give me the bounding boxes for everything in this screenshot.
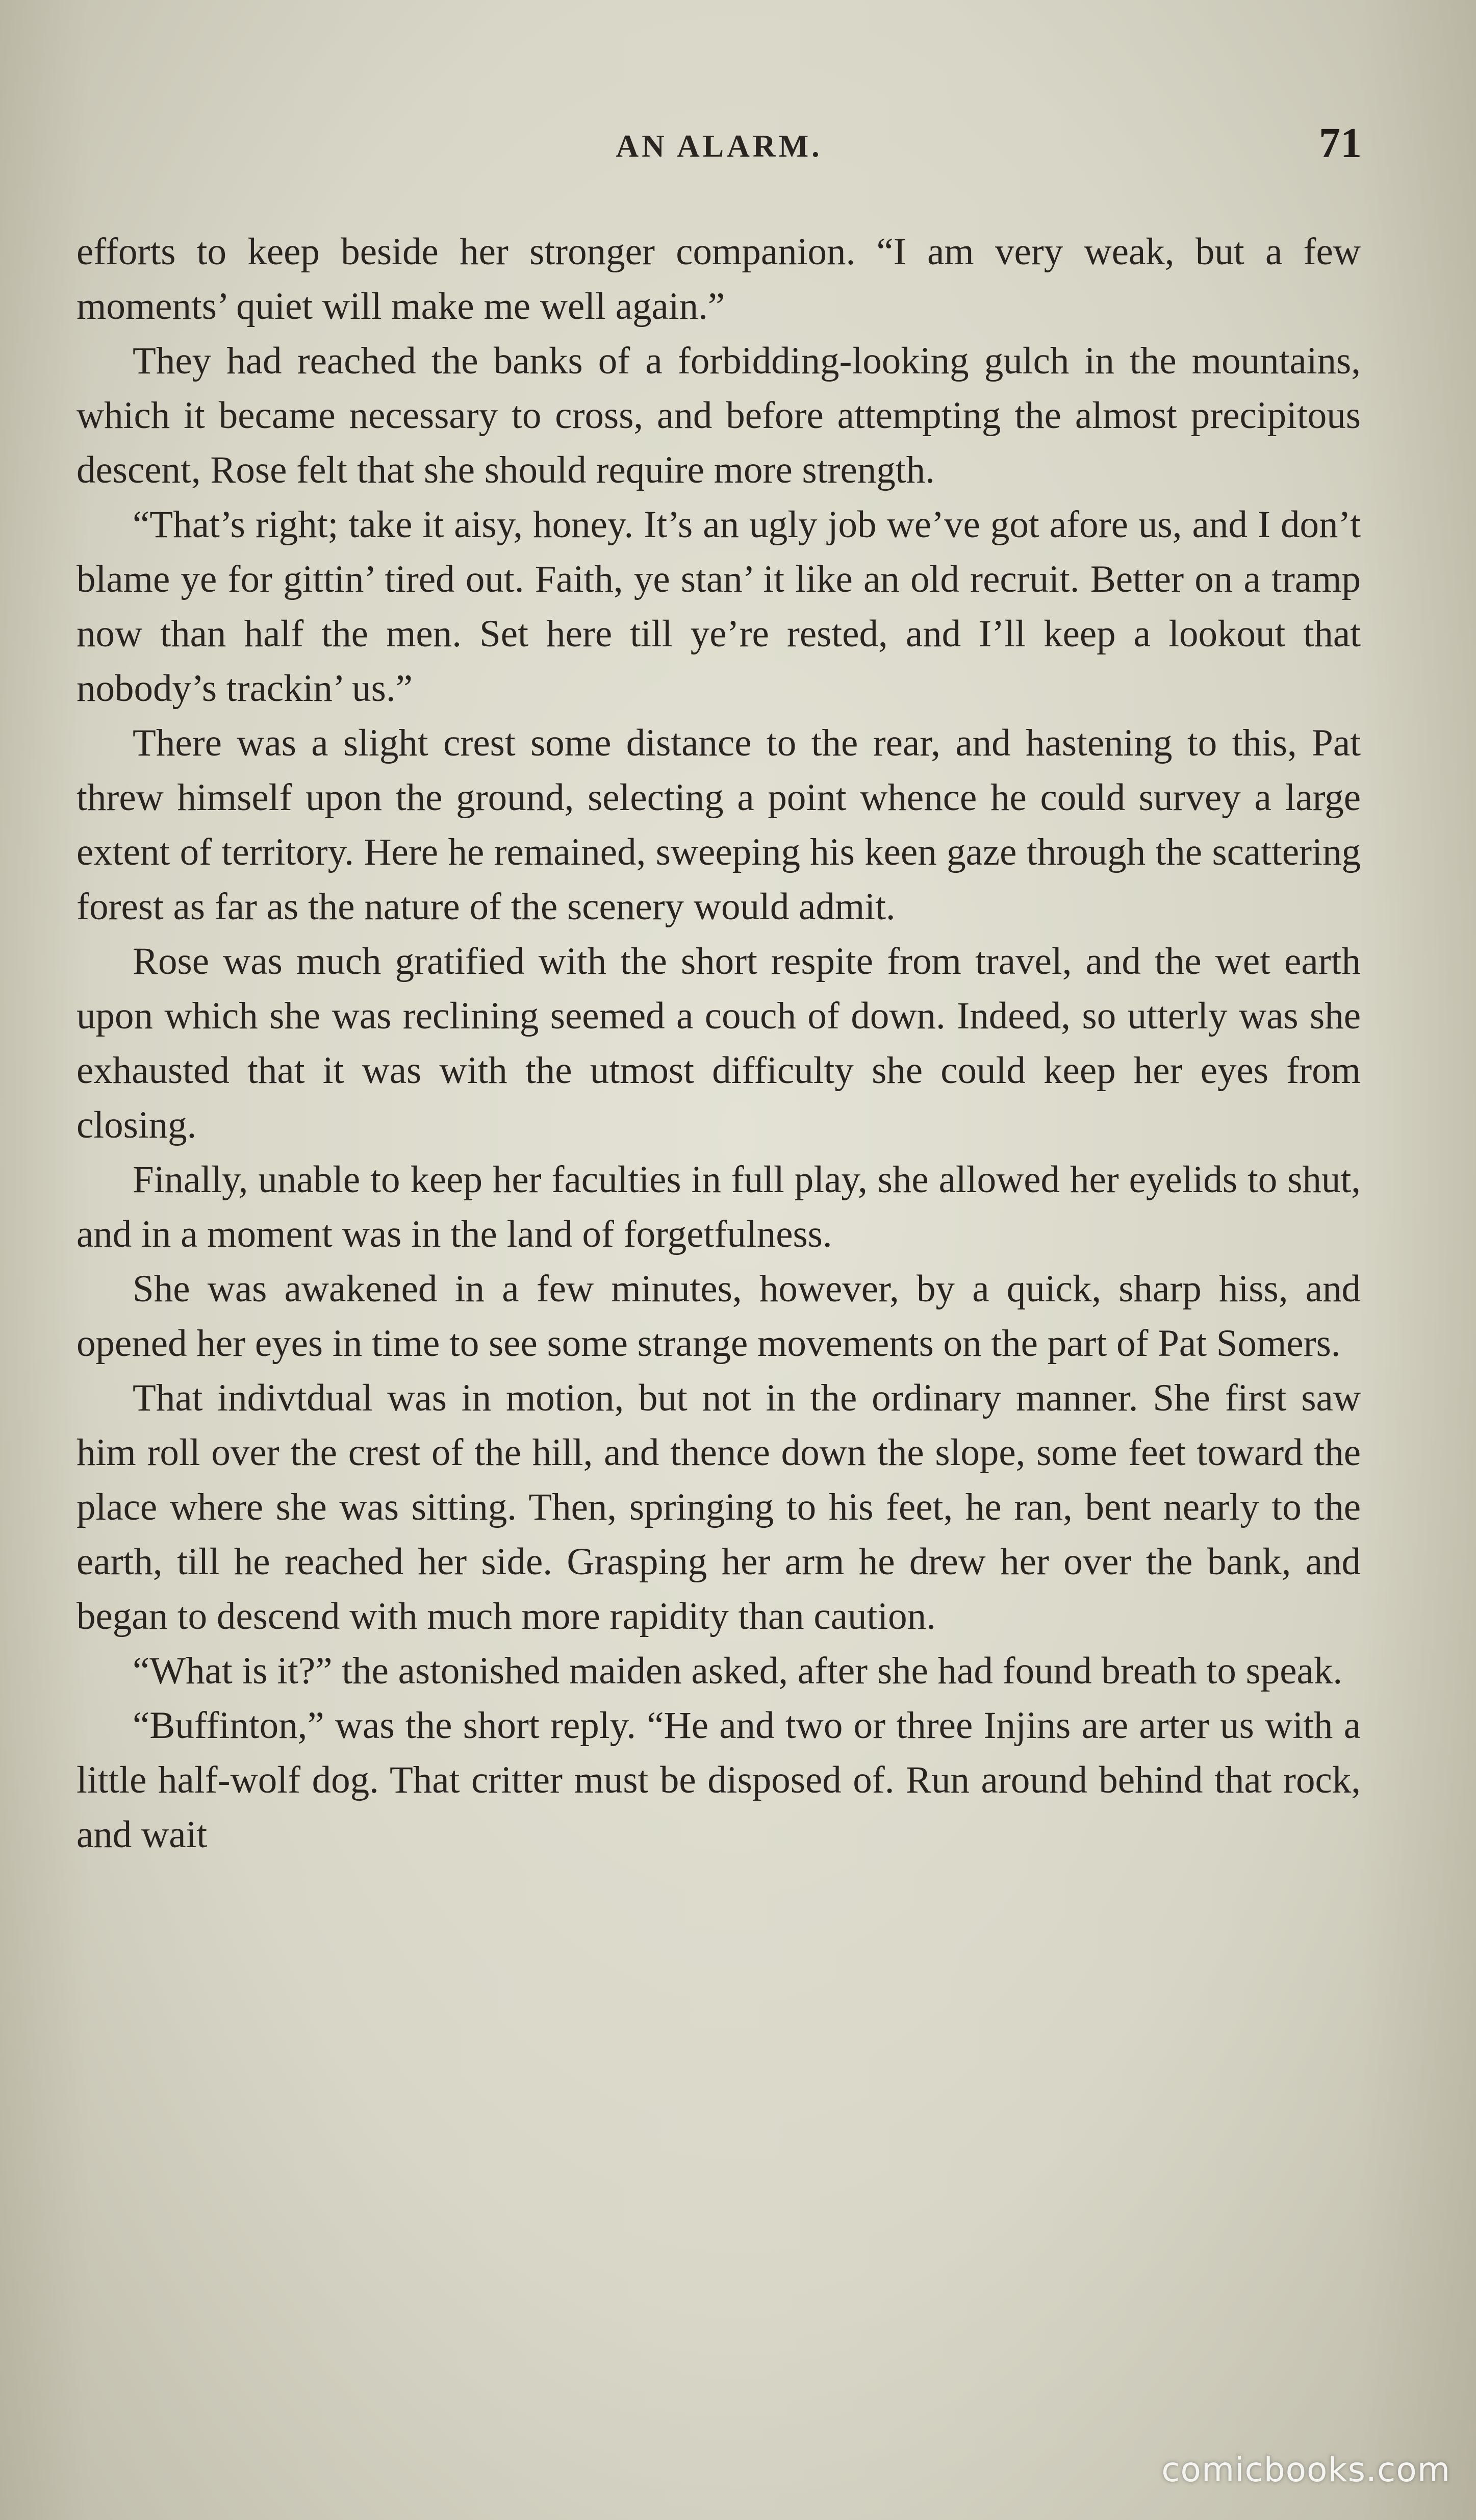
- paragraph-1: efforts to keep beside her stronger companion. “I am very weak, but a few moments’ quiet will make me well again.”: [77, 231, 1361, 327]
- running-head: AN ALARM.: [616, 129, 823, 164]
- page-number: 71: [1319, 119, 1362, 167]
- paragraph-5: Rose was much gratified with the short respite from travel, and the wet earth upon which she was reclining seemed a couch of down. Indeed, so utterly was she exhausted that it was with the utmost difficulty she could keep her eyes from closing.: [77, 940, 1361, 1146]
- paragraph-4: There was a slight crest some distance to the rear, and hastening to this, Pat threw himself upon the ground, selecting a point whence he could survey a large extent of territory. Here he remained, sweeping his keen gaze through the scattering forest as far as the nature of the scenery would admit.: [77, 722, 1361, 928]
- page-header: [77, 118, 1362, 180]
- paragraph-7: She was awakened in a few minutes, however, by a quick, sharp hiss, and opened her eyes in time to see some strange movements on the part of Pat Somers.: [77, 1268, 1361, 1365]
- body-text: [77, 224, 1361, 1862]
- paragraph-3: “That’s right; take it aisy, honey. It’s an ugly job we’ve got afore us, and I don’t blame ye for gittin’ tired out. Faith, ye stan’ it like an old recruit. Better on a tramp now than half the men. Set here till ye’re rested, and I’ll keep a lookout that nobody’s trackin’ us.”: [77, 503, 1361, 710]
- watermark: comicbooks.com: [1161, 2450, 1450, 2489]
- paragraph-10: “Buffinton,” was the short reply. “He and two or three Injins are arter us with a little half-wolf dog. That critter must be disposed of. Run around behind that rock, and wait: [77, 1704, 1361, 1856]
- paragraph-6: Finally, unable to keep her faculties in full play, she allowed her eyelids to shut, and in a moment was in the land of forgetfulness.: [77, 1158, 1361, 1255]
- paragraph-2: They had reached the banks of a forbidding-looking gulch in the mountains, which it became necessary to cross, and before attempting the almost precipitous descent, Rose felt that she should require more strength.: [77, 340, 1361, 491]
- paragraph-8: That indivtdual was in motion, but not in the ordinary manner. She first saw him roll over the crest of the hill, and thence down the slope, some feet toward the place where she was sitting. Then, springing to his feet, he ran, bent nearly to the earth, till he reached her side. Grasping her arm he drew her over the bank, and began to descend with much more rapidity than caution.: [77, 1377, 1361, 1637]
- paragraph-9: “What is it?” the astonished maiden asked, after she had found breath to speak.: [133, 1650, 1343, 1692]
